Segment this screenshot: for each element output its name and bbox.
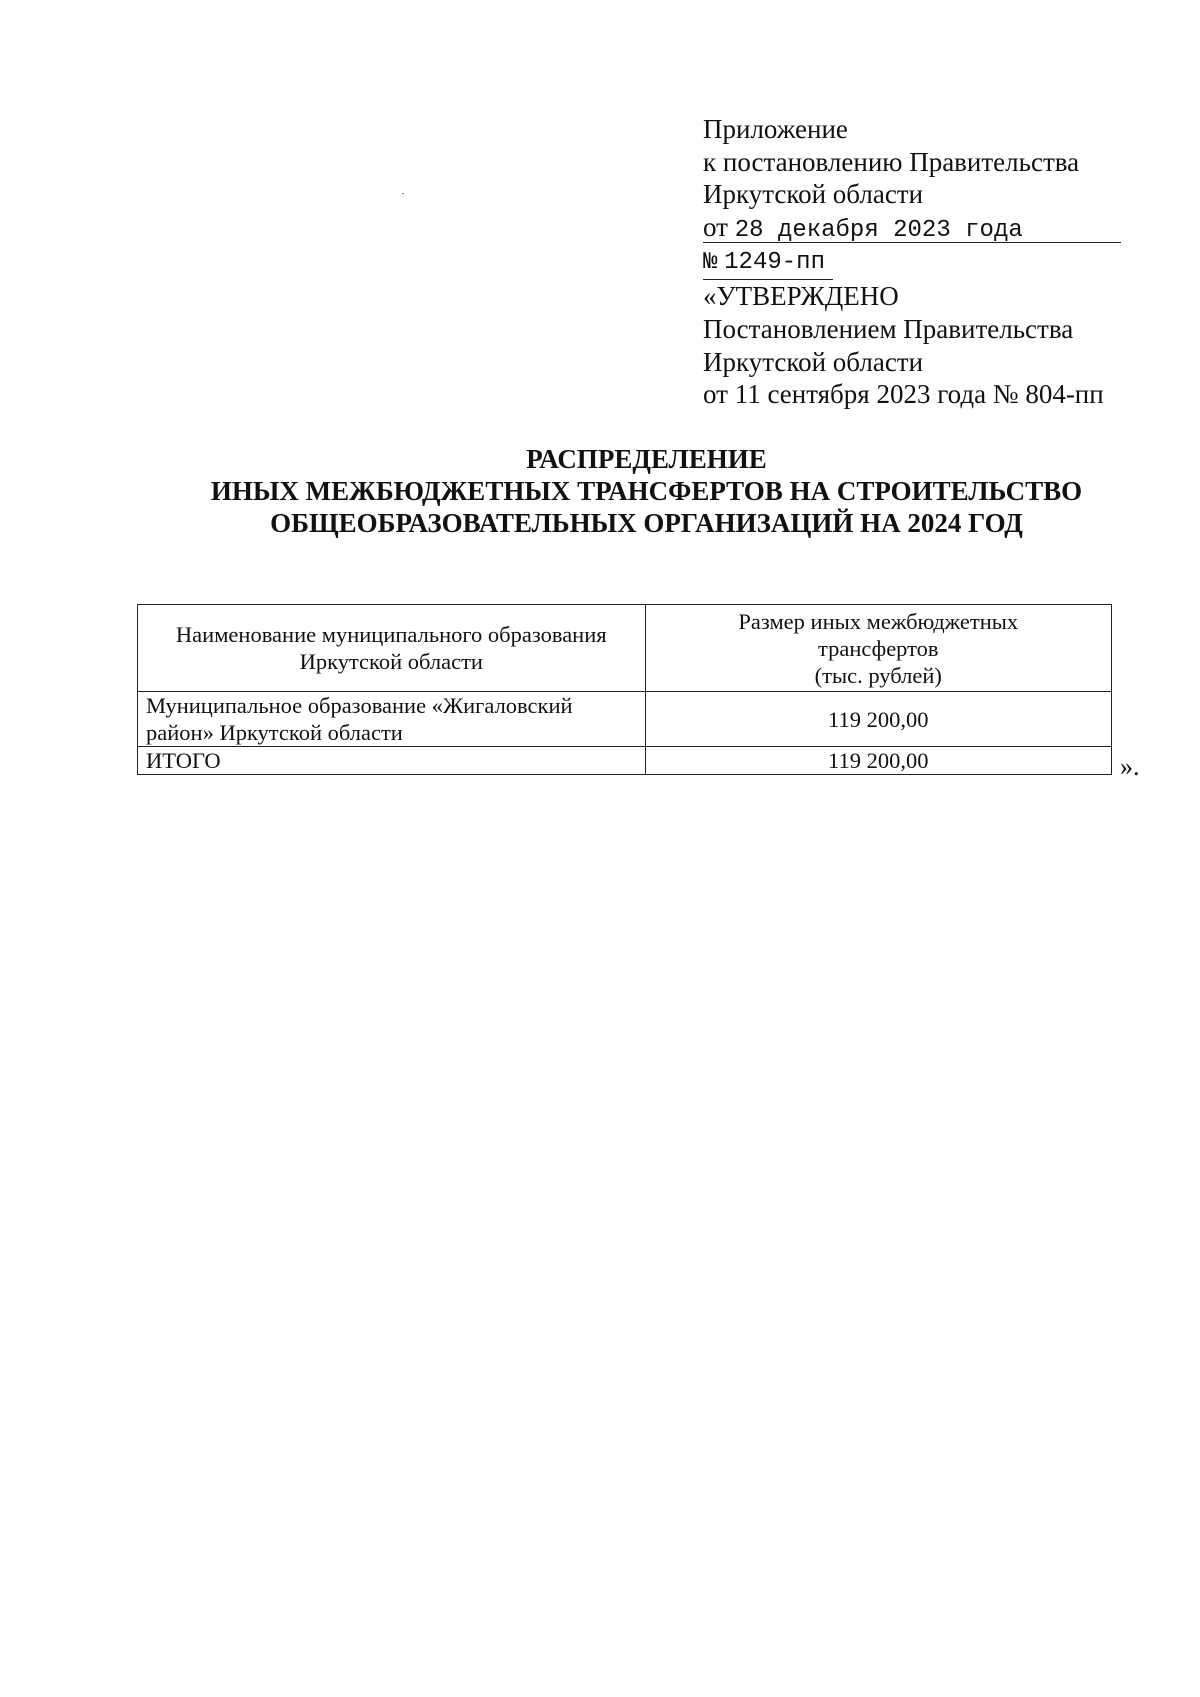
appendix-label: Приложение bbox=[703, 114, 848, 144]
approved-date: от 11 сентября 2023 года № 804-пп bbox=[703, 379, 1104, 410]
approved-region: Иркутской области bbox=[703, 346, 924, 377]
header-amount-line-2: трансфертов bbox=[817, 635, 939, 661]
municipality-name-line-1: Муниципальное образование «Жигаловский bbox=[146, 693, 573, 718]
approved-by: Постановлением Правительства bbox=[703, 313, 1074, 344]
date-prefix: от bbox=[703, 211, 728, 242]
approved-label: «УТВЕРЖДЕНО bbox=[703, 281, 899, 312]
header-amount bbox=[645, 605, 1111, 692]
region-name: Иркутской области bbox=[703, 179, 924, 210]
resolution-date: 28 декабря 2023 года bbox=[734, 216, 1023, 244]
title-line-3: ОБЩЕОБРАЗОВАТЕЛЬНЫХ ОРГАНИЗАЦИЙ НА 2024 ГОД bbox=[270, 508, 1023, 538]
header-municipality-line-1: Наименование муниципального образования bbox=[175, 622, 607, 647]
table-row bbox=[138, 692, 1112, 747]
document-title bbox=[120, 443, 1173, 539]
number-prefix: № bbox=[703, 248, 718, 276]
header-amount-unit: (тыс. рублей) bbox=[814, 662, 942, 688]
municipality-name-line-2: район» Иркутской области bbox=[146, 720, 403, 745]
table-header-row bbox=[138, 605, 1112, 692]
header-municipality-line-2: Иркутской области bbox=[299, 649, 483, 674]
header-amount-line-1: Размер иных межбюджетных bbox=[738, 608, 1019, 634]
title-line-2: ИНЫХ МЕЖБЮДЖЕТНЫХ ТРАНСФЕРТОВ НА СТРОИТЕЛЬСТВО bbox=[210, 476, 1083, 506]
resolution-number: 1249-пп bbox=[724, 248, 825, 276]
header-municipality bbox=[138, 605, 646, 692]
resolution-reference: к постановлению Правительства bbox=[703, 146, 1080, 177]
title-line-1: РАСПРЕДЕЛЕНИЕ bbox=[526, 444, 767, 474]
resolution-number-line bbox=[703, 243, 1133, 281]
allocation-table bbox=[137, 604, 1112, 775]
closing-quote-mark: ». bbox=[1120, 752, 1140, 781]
municipality-cell bbox=[138, 692, 646, 747]
resolution-date-line bbox=[703, 211, 1121, 243]
total-row bbox=[138, 747, 1112, 775]
total-label: ИТОГО bbox=[138, 747, 646, 775]
appendix-header bbox=[703, 113, 1133, 411]
scan-speck bbox=[402, 193, 404, 194]
amount-cell: 119 200,00 bbox=[645, 692, 1111, 747]
total-amount: 119 200,00 bbox=[645, 747, 1111, 775]
